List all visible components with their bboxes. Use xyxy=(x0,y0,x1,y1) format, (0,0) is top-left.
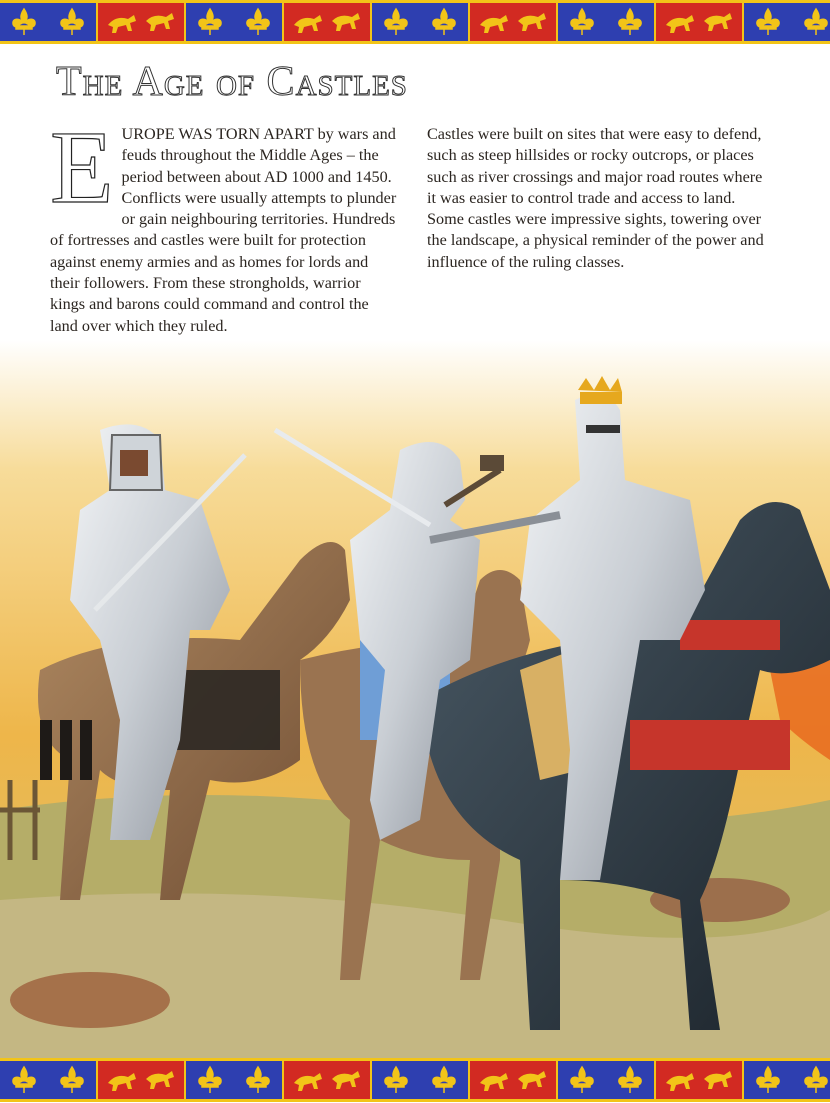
fleur-de-lis-icon xyxy=(234,3,282,41)
fleur-de-lis-icon xyxy=(372,3,420,41)
lions-passant-icon xyxy=(282,3,372,41)
fleur-de-lis-icon xyxy=(420,3,468,41)
lions-passant-icon xyxy=(96,3,186,41)
fleur-de-lis-icon xyxy=(606,3,654,41)
left-column-text xyxy=(50,110,398,337)
knights-illustration xyxy=(0,340,830,1058)
fleur-de-lis-icon xyxy=(606,1061,654,1099)
fleur-de-lis-icon xyxy=(48,3,96,41)
heraldic-border-bottom xyxy=(0,1058,830,1102)
fleur-de-lis-icon xyxy=(186,1061,234,1099)
lions-passant-icon xyxy=(96,1061,186,1099)
fleur-de-lis-icon xyxy=(792,1061,830,1099)
heraldic-border-top xyxy=(0,0,830,44)
fleur-de-lis-icon xyxy=(0,3,48,41)
right-column-text: Castles were built on sites that were easy to defend, such as steep hillsides or rocky outcrops, or places such as river crossings and major road routes where it was easier to control trade and access to land. Some castles were impressive sights, towering over the landscape, a physical reminder of the power and influence of the ruling classes. xyxy=(427,125,764,271)
fleur-de-lis-icon xyxy=(558,3,606,41)
left-column-body: UROPE WAS TORN APART by wars and feuds throughout the Middle Ages – the period between about AD 1000 and 1450. Conflicts were usually attempts to plunder or gain neighbouring territories. Hundreds of fortresses and castles were built for protection against enemy armies and as homes for lords and their followers. From these strongholds, warrior kings and barons could command and control the land over which they ruled. xyxy=(50,125,397,335)
lions-passant-icon xyxy=(468,1061,558,1099)
fleur-de-lis-icon xyxy=(744,1061,792,1099)
fleur-de-lis-icon xyxy=(744,3,792,41)
fleur-de-lis-icon xyxy=(48,1061,96,1099)
page-title: The Age of Castles xyxy=(56,59,408,105)
fleur-de-lis-icon xyxy=(372,1061,420,1099)
lions-passant-icon xyxy=(654,1061,744,1099)
fleur-de-lis-icon xyxy=(0,1061,48,1099)
lions-passant-icon xyxy=(468,3,558,41)
fleur-de-lis-icon xyxy=(186,3,234,41)
fleur-de-lis-icon xyxy=(234,1061,282,1099)
lions-passant-icon xyxy=(282,1061,372,1099)
dropcap-letter: E xyxy=(50,110,114,225)
fleur-de-lis-icon xyxy=(792,3,830,41)
fleur-de-lis-icon xyxy=(558,1061,606,1099)
lions-passant-icon xyxy=(654,3,744,41)
fleur-de-lis-icon xyxy=(420,1061,468,1099)
